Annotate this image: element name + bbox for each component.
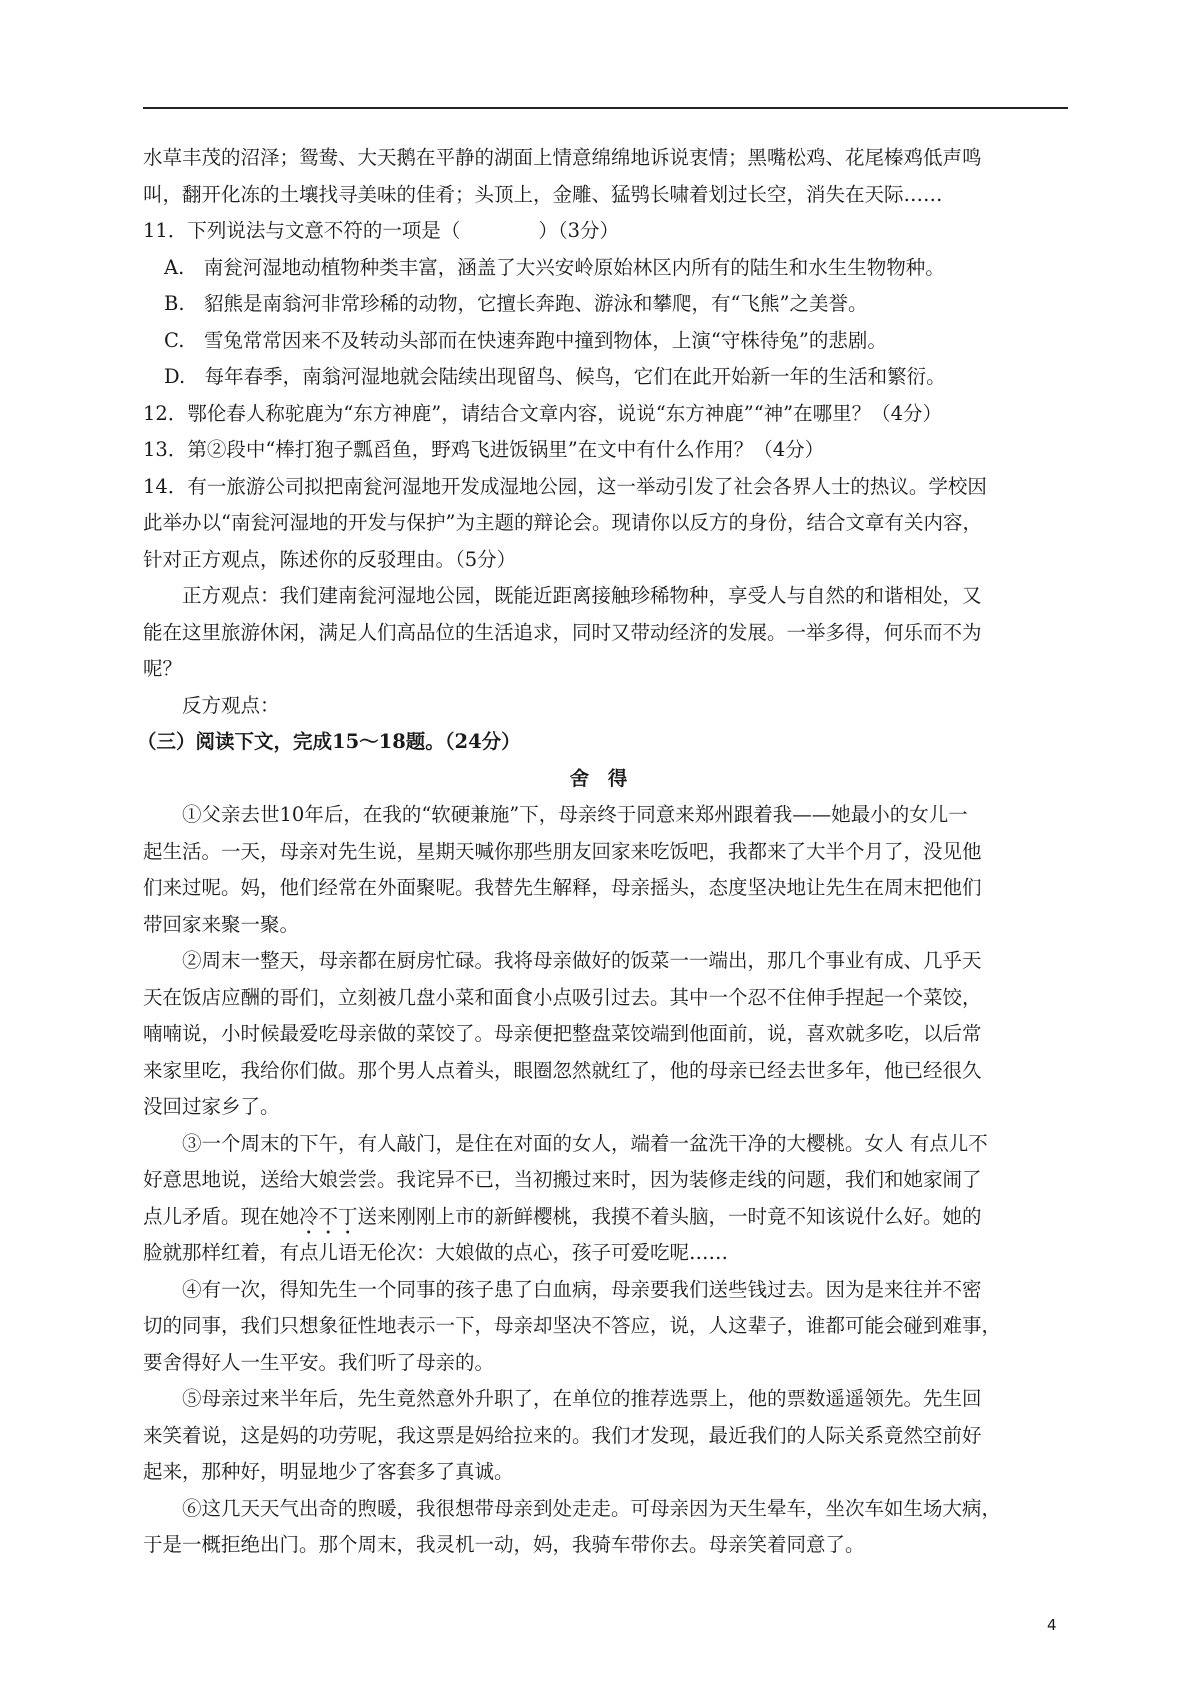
passage-line: 叫，翻开化冻的土壤找寻美味的佳肴；头顶上，金雕、猛鸮长啸着划过长空，消失在天际…… (143, 182, 943, 206)
header-rule (143, 107, 1068, 109)
paragraph-3-line: ③一个周末的下午，有人敲门，是住在对面的女人，端着一盆洗干净的大樱桃。女人 有点儿不 (182, 1131, 988, 1155)
paragraph-4-line: 要舍得好人一生平安。我们听了母亲的。 (143, 1350, 495, 1374)
pro-viewpoint-line: 能在这里旅游休闲，满足人们高品位的生活追求，同时又带动经济的发展。一举多得，何乐而不为 (143, 620, 982, 644)
question-13: 13．第②段中“棒打狍子瓢舀鱼，野鸡飞进饭锅里”在文中有什么作用？（4分） (143, 438, 825, 461)
paragraph-3-text: 送来刚刚上市的新鲜樱桃，我摸不着头脑，一时竟不知该说什么好。她的 (357, 1204, 982, 1228)
question-14-line: 14．有一旅游公司拟把南瓮河湿地开发成湿地公园，这一举动引发了社会各界人士的热议。学校因 (143, 474, 987, 498)
question-11-option-d: D. 每年春季，南翁河湿地就会陆续出现留鸟、候鸟，它们在此开始新一年的生活和繁衍。 (164, 365, 946, 388)
paragraph-2-line: ②周末一整天，母亲都在厨房忙碌。我将母亲做好的饭菜一一端出，那几个事业有成、几乎天 (182, 949, 982, 972)
question-11-stem: 11．下列说法与文意不符的一项是（ ）（3分） (143, 219, 619, 242)
article-title: 舍 得 (569, 766, 634, 790)
question-11-option-b: B. 貂熊是南翁河非常珍稀的动物，它擅长奔跑、游泳和攀爬，有“飞熊”之美誉。 (164, 292, 868, 315)
pro-viewpoint-line: 呢？ (143, 657, 183, 680)
question-12: 12．鄂伦春人称驼鹿为“东方神鹿”，请结合文章内容，说说“东方神鹿”“神”在哪里？（4分） (143, 401, 943, 425)
paragraph-3-text: 点儿矛盾。现在她 (143, 1204, 300, 1228)
paragraph-1-line: ①父亲去世10年后，在我的“软硬兼施”下，母亲终于同意来郑州跟着我——她最小的女儿一 (182, 803, 968, 826)
paragraph-5-line: ⑤母亲过来半年后，先生竟然意外升职了，在单位的推荐选票上，他的票数遥遥领先。先生回 (182, 1387, 982, 1410)
paragraph-3-line (143, 1199, 1068, 1236)
paragraph-2-line: 没回过家乡了。 (143, 1095, 280, 1118)
paragraph-1-line: 起生活。一天，母亲对先生说，星期天喊你那些朋友回家来吃饭吧，我都来了大半个月了，没见他 (143, 839, 982, 863)
question-11-option-a: A. 南瓮河湿地动植物种类丰富，涵盖了大兴安岭原始林区内所有的陆生和水生生物物种。 (164, 255, 945, 279)
pro-viewpoint-line: 正方观点：我们建南瓮河湿地公园，既能近距离接触珍稀物种，享受人与自然的和谐相处，又 (182, 584, 982, 607)
question-14-line: 针对正方观点，陈述你的反驳理由。（5分） (143, 547, 517, 571)
paragraph-1-line: 们来过呢。妈，他们经常在外面聚呢。我替先生解释，母亲摇头，态度坚决地让先生在周末把他们 (143, 876, 982, 899)
paragraph-6-line: 于是一概拒绝出门。那个周末，我灵机一动，妈，我骑车带你去。母亲笑着同意了。 (143, 1533, 865, 1556)
passage-line: 水草丰茂的沼泽；鸳鸯、大天鹅在平静的湖面上情意绵绵地诉说衷情；黑嘴松鸡、花尾榛鸡低声鸣 (143, 146, 982, 169)
paragraph-2-line: 喃喃说，小时候最爱吃母亲做的菜饺了。母亲便把整盘菜饺端到他面前，说，喜欢就多吃，以后常 (143, 1022, 982, 1045)
paragraph-4-line: 切的同事，我们只想象征性地表示一下，母亲却坚决不答应，说，人这辈子，谁都可能会碰到难事， (143, 1314, 1002, 1337)
question-14-line: 此举办以“南瓮河湿地的开发与保护”为主题的辩论会。现请你以反方的身份，结合文章有关内容， (143, 511, 982, 534)
paragraph-5-line: 来笑着说，这是妈的功劳呢，我这票是妈给拉来的。我们才发现，最近我们的人际关系竟然空前好 (143, 1423, 982, 1447)
question-11-option-c: C. 雪兔常常因来不及转动头部而在快速奔跑中撞到物体，上演“守株待兔”的悲剧。 (164, 328, 887, 352)
paragraph-6-line: ⑥这几天天气出奇的煦暖，我很想带母亲到处走走。可母亲因为天生晕车，坐次车如生场大病， (182, 1496, 1002, 1520)
page-number: 4 (1047, 1616, 1057, 1634)
con-viewpoint-label: 反方观点： (182, 693, 280, 717)
page-content (137, 140, 1068, 1564)
paragraph-5-line: 起来，那种好，明显地少了客套多了真诚。 (143, 1460, 514, 1483)
paragraph-2-line: 来家里吃，我给你们做。那个男人点着头，眼圈忽然就红了，他的母亲已经去世多年，他已经很久 (143, 1058, 982, 1082)
paragraph-3-line: 好意思地说，送给大娘尝尝。我诧异不已，当初搬过来时，因为装修走线的问题，我们和她家闹了 (143, 1168, 982, 1191)
section-3-heading: （三）阅读下文，完成15～18题。（24分） (137, 730, 521, 753)
paragraph-3-line: 脸就那样红着，有点儿语无伦次：大娘做的点心，孩子可爱吃呢…… (143, 1241, 729, 1264)
paragraph-4-line: ④有一次，得知先生一个同事的孩子患了白血病，母亲要我们送些钱过去。因为是来往并不密 (182, 1277, 982, 1301)
paragraph-2-line: 天在饭店应酬的哥们，立刻被几盘小菜和面食小点吸引过去。其中一个忍不住伸手捏起一个菜饺， (143, 985, 982, 1009)
emphasized-word: 冷不丁 (299, 1204, 358, 1228)
paragraph-1-line: 带回家来聚一聚。 (143, 912, 300, 936)
